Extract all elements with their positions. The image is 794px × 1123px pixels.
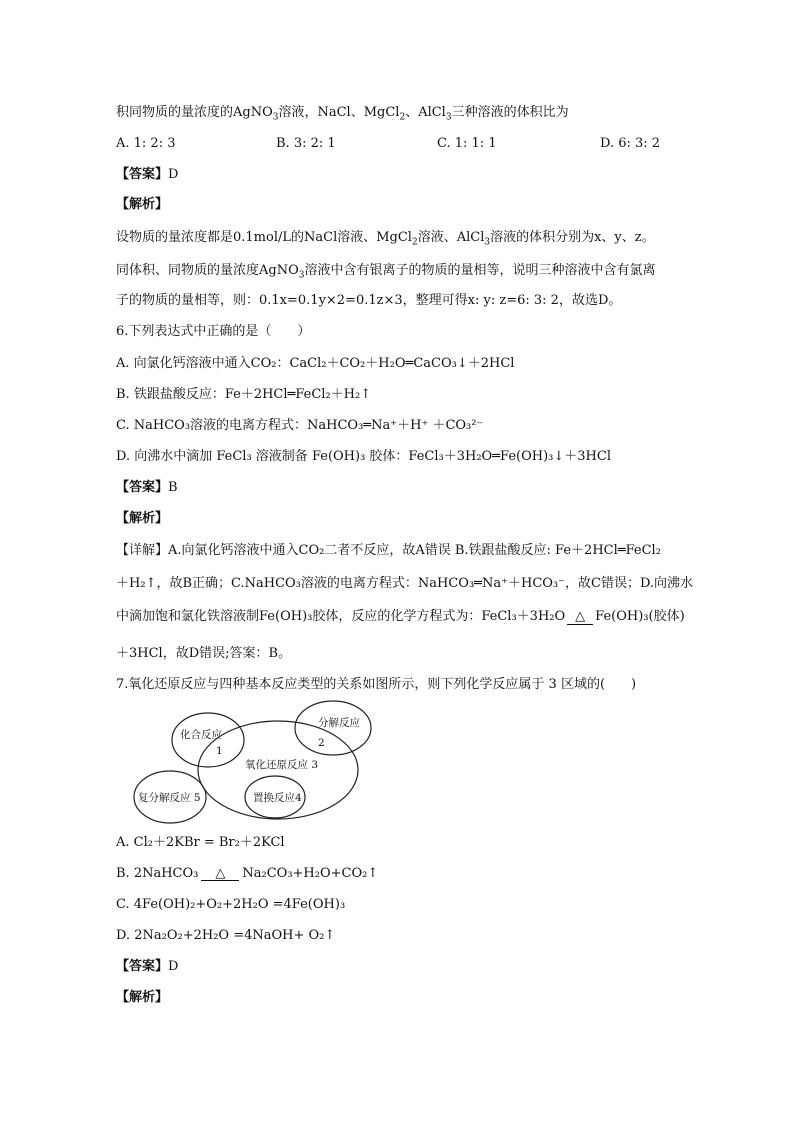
q5-analysis-line-1: 设物质的量浓度都是0.1mol/L的NaCl溶液、MgCl$_2$溶液、AlCl$_3$溶液的体积分别为x、y、z。 bbox=[116, 230, 655, 248]
q5-analysis-line-2: 同体积、同物质的量浓度AgNO$_3$溶液中含有银离子的物质的量相等，说明三种溶液中含有氯离 bbox=[116, 263, 656, 281]
region-2-label: 2 bbox=[318, 737, 325, 749]
q7-option-d: D. 2Na₂O₂+2H₂O =4NaOH+ O₂↑ bbox=[116, 928, 336, 943]
q6-option-b: B. 铁跟盐酸反应：Fe＋2HCl═FeCl₂＋H₂↑ bbox=[116, 387, 372, 402]
heat-condition-symbol-b: △ bbox=[201, 867, 239, 881]
q7-option-c: C. 4Fe(OH)₂+O₂+2H₂O =4Fe(OH)₃ bbox=[116, 897, 346, 912]
q6-detail-line-1: 【详解】A.向氯化钙溶液中通入CO₂二者不反应，故A错误 B.铁跟盐酸反应: Fe＋2HCl═FeCl₂ bbox=[116, 543, 661, 558]
q5-analysis-line-3: 子的物质的量相等，则：0.1x=0.1y×2=0.1z×3，整理可得x: y: z=6: 3: 2，故选D。 bbox=[116, 293, 622, 308]
q5-option-b: B. 3: 2: 1 bbox=[276, 136, 336, 151]
q6-analysis-label: 【解析】 bbox=[116, 511, 169, 526]
q6-option-a: A. 向氯化钙溶液中通入CO₂：CaCl₂＋CO₂＋H₂O═CaCO₃↓＋2HCl bbox=[116, 356, 515, 371]
q5-answer: 【答案】D bbox=[116, 167, 179, 182]
region-1-label: 1 bbox=[216, 745, 223, 757]
q5-analysis-label: 【解析】 bbox=[116, 197, 169, 212]
q6-option-c: C. NaHCO₃溶液的电离方程式：NaHCO₃═Na⁺＋H⁺ ＋CO₃²⁻ bbox=[116, 418, 484, 433]
q6-option-d: D. 向沸水中滴加 FeCl₃ 溶液制备 Fe(OH)₃ 胶体：FeCl₃＋3H₂O═Fe(OH)₃↓＋3HCl bbox=[116, 449, 612, 464]
q5-option-a: A. 1: 2: 3 bbox=[116, 136, 176, 151]
replacement-reaction-label: 置换反应4 bbox=[253, 792, 302, 804]
q5-stem-tail: 积同物质的量浓度的AgNO$_3$溶液，NaCl、MgCl$_2$、AlCl$_3$三种溶液的体积比为 bbox=[116, 105, 569, 123]
q6-detail-line-3: 中滴加饱和氯化铁溶液制Fe(OH)₃胶体，反应的化学方程式为：FeCl₃＋3H₂O △ Fe(OH)₃(胶体) bbox=[116, 609, 685, 624]
q6-stem: 6.下列表达式中正确的是（ ） bbox=[116, 324, 311, 339]
q5-option-c: C. 1: 1: 1 bbox=[437, 136, 497, 151]
q6-answer: 【答案】B bbox=[116, 480, 178, 495]
q7-stem: 7.氧化还原反应与四种基本反应类型的关系如图所示，则下列化学反应属于 3 区域的( ) bbox=[116, 677, 637, 692]
decomposition-reaction-label: 分解反应 bbox=[318, 717, 360, 729]
double-decomposition-label: 复分解反应 5 bbox=[138, 792, 201, 804]
heat-condition-symbol: △ bbox=[567, 610, 593, 625]
q7-option-a: A. Cl₂＋2KBr = Br₂＋2KCl bbox=[116, 835, 285, 850]
q7-option-b: B. 2NaHCO₃ △ Na₂CO₃+H₂O+CO₂↑ bbox=[116, 866, 379, 881]
q5-option-d: D. 6: 3: 2 bbox=[600, 136, 661, 151]
q7-analysis-label: 【解析】 bbox=[116, 990, 169, 1005]
q7-answer: 【答案】D bbox=[116, 959, 179, 974]
q6-detail-line-4: ＋3HCl，故D错误;答案：B。 bbox=[116, 646, 292, 661]
combination-reaction-label: 化合反应 bbox=[180, 729, 222, 741]
redox-reaction-label: 氧化还原反应 3 bbox=[245, 759, 319, 771]
q6-detail-line-2: ＋H₂↑，故B正确；C.NaHCO₃溶液的电离方程式：NaHCO₃═Na⁺＋HCO₃⁻，故C错误；D.向沸水 bbox=[116, 576, 694, 591]
